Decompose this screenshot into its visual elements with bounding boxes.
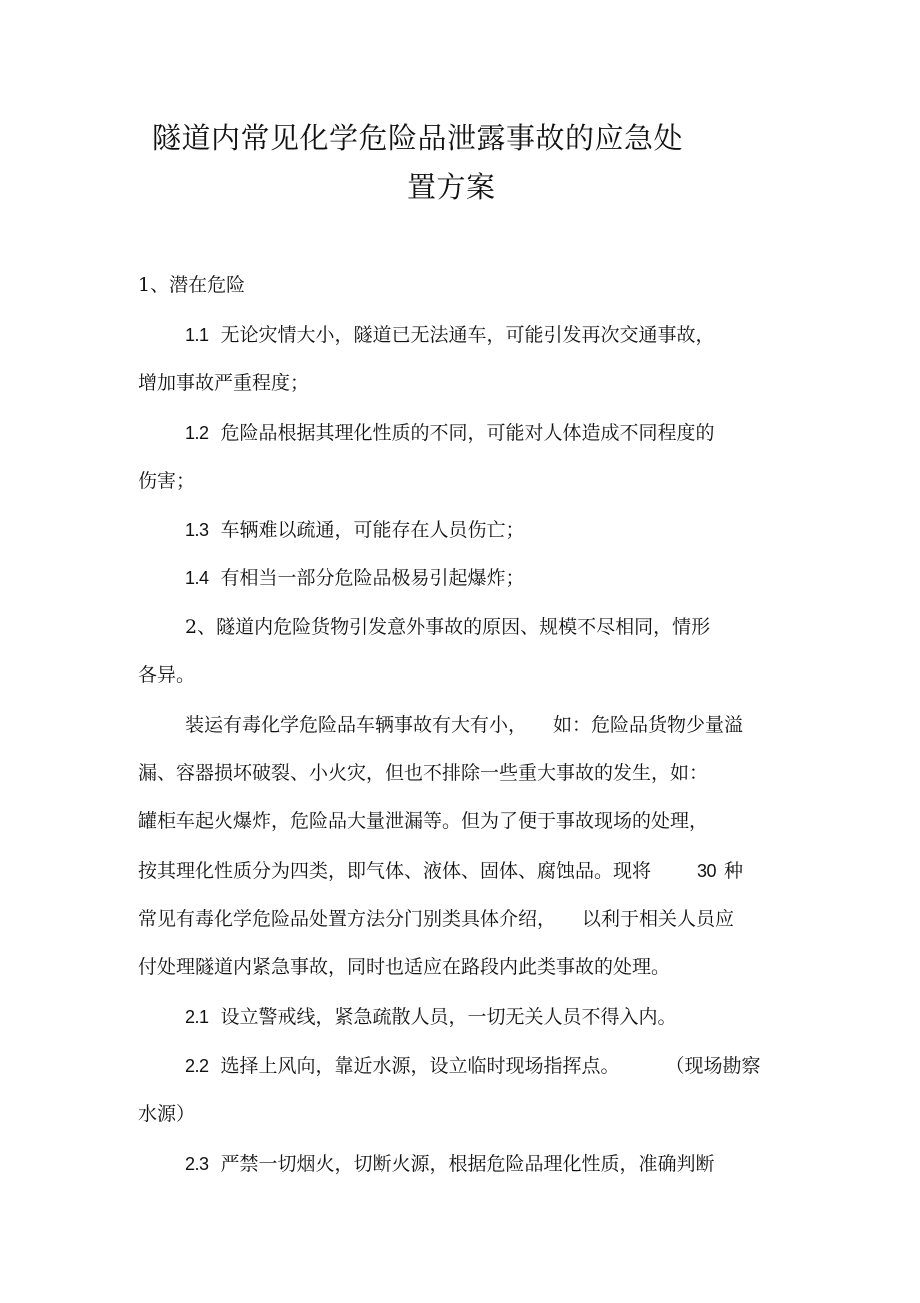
- item-2-3-text: 严禁一切烟火，切断火源，根据危险品理化性质，准确判断: [220, 1153, 715, 1175]
- paragraph-line-6: 付处理隧道内紧急事故，同时也适应在路段内此类事故的处理。: [138, 956, 671, 978]
- item-1-4-number: 1.4: [185, 568, 209, 588]
- item-2-2: [185, 1057, 761, 1076]
- paragraph-line-4-a: 按其理化性质分为四类，即气体、液体、固体、腐蚀品。现将: [138, 860, 652, 882]
- section-2-heading: 2、隧道内危险货物引发意外事故的原因、规模不尽相同，情形: [185, 616, 711, 638]
- paragraph-line-1: [185, 716, 743, 735]
- item-2-2-continuation: 水源）: [138, 1103, 196, 1125]
- item-1-3-text: 车辆难以疏通，可能存在人员伤亡；: [220, 519, 525, 541]
- item-1-4-text: 有相当一部分危险品极易引起爆炸；: [220, 567, 525, 589]
- paragraph-line-5: [138, 910, 734, 929]
- item-1-2: [185, 424, 715, 443]
- section-1-heading: 1、潜在危险: [138, 274, 246, 296]
- item-2-1: [185, 1008, 677, 1027]
- item-2-3: [185, 1155, 715, 1174]
- item-2-3-number: 2.3: [185, 1154, 209, 1174]
- paragraph-line-1-b: 如：危险品货物少量溢: [553, 714, 744, 736]
- item-1-1-continuation: 增加事故严重程度；: [138, 372, 310, 394]
- paragraph-line-1-a: 装运有毒化学危险品车辆事故有大有小，: [185, 714, 528, 736]
- item-1-1-number: 1.1: [185, 325, 209, 345]
- item-2-1-text: 设立警戒线，紧急疏散人员，一切无关人员不得入内。: [220, 1006, 677, 1028]
- item-2-2-number: 2.2: [185, 1056, 209, 1076]
- paragraph-line-4-b: 种: [724, 860, 744, 882]
- item-1-2-number: 1.2: [185, 423, 209, 443]
- paragraph-line-2: 漏、容器损坏破裂、小火灾，但也不排除一些重大事故的发生，如：: [138, 762, 709, 784]
- paragraph-line-5-a: 常见有毒化学危险品处置方法分门别类具体介绍，: [138, 908, 557, 930]
- paragraph-line-5-b: 以利于相关人员应: [582, 908, 735, 930]
- item-1-1-text: 无论灾情大小，隧道已无法通车，可能引发再次交通事故，: [220, 324, 715, 346]
- item-2-1-number: 2.1: [185, 1007, 209, 1027]
- item-1-1: [185, 326, 715, 345]
- item-1-3-number: 1.3: [185, 520, 209, 540]
- item-2-2-note: （现场勘察: [665, 1055, 761, 1077]
- item-1-3: [185, 521, 525, 540]
- document-title-line-1: 隧道内常见化学危险品泄露事故的应急处: [152, 121, 684, 155]
- item-2-2-text: 选择上风向，靠近水源，设立临时现场指挥点。: [220, 1055, 620, 1077]
- paragraph-line-3: 罐柜车起火爆炸，危险品大量泄漏等。但为了便于事故现场的处理，: [138, 810, 709, 832]
- item-1-2-text: 危险品根据其理化性质的不同，可能对人体造成不同程度的: [220, 422, 715, 444]
- paragraph-line-4: [138, 862, 743, 881]
- item-1-2-continuation: 伤害；: [138, 470, 196, 492]
- document-title-line-2: 置方案: [407, 170, 496, 204]
- section-2-continuation: 各异。: [138, 664, 196, 686]
- paragraph-line-4-number: 30: [697, 861, 717, 881]
- item-1-4: [185, 569, 525, 588]
